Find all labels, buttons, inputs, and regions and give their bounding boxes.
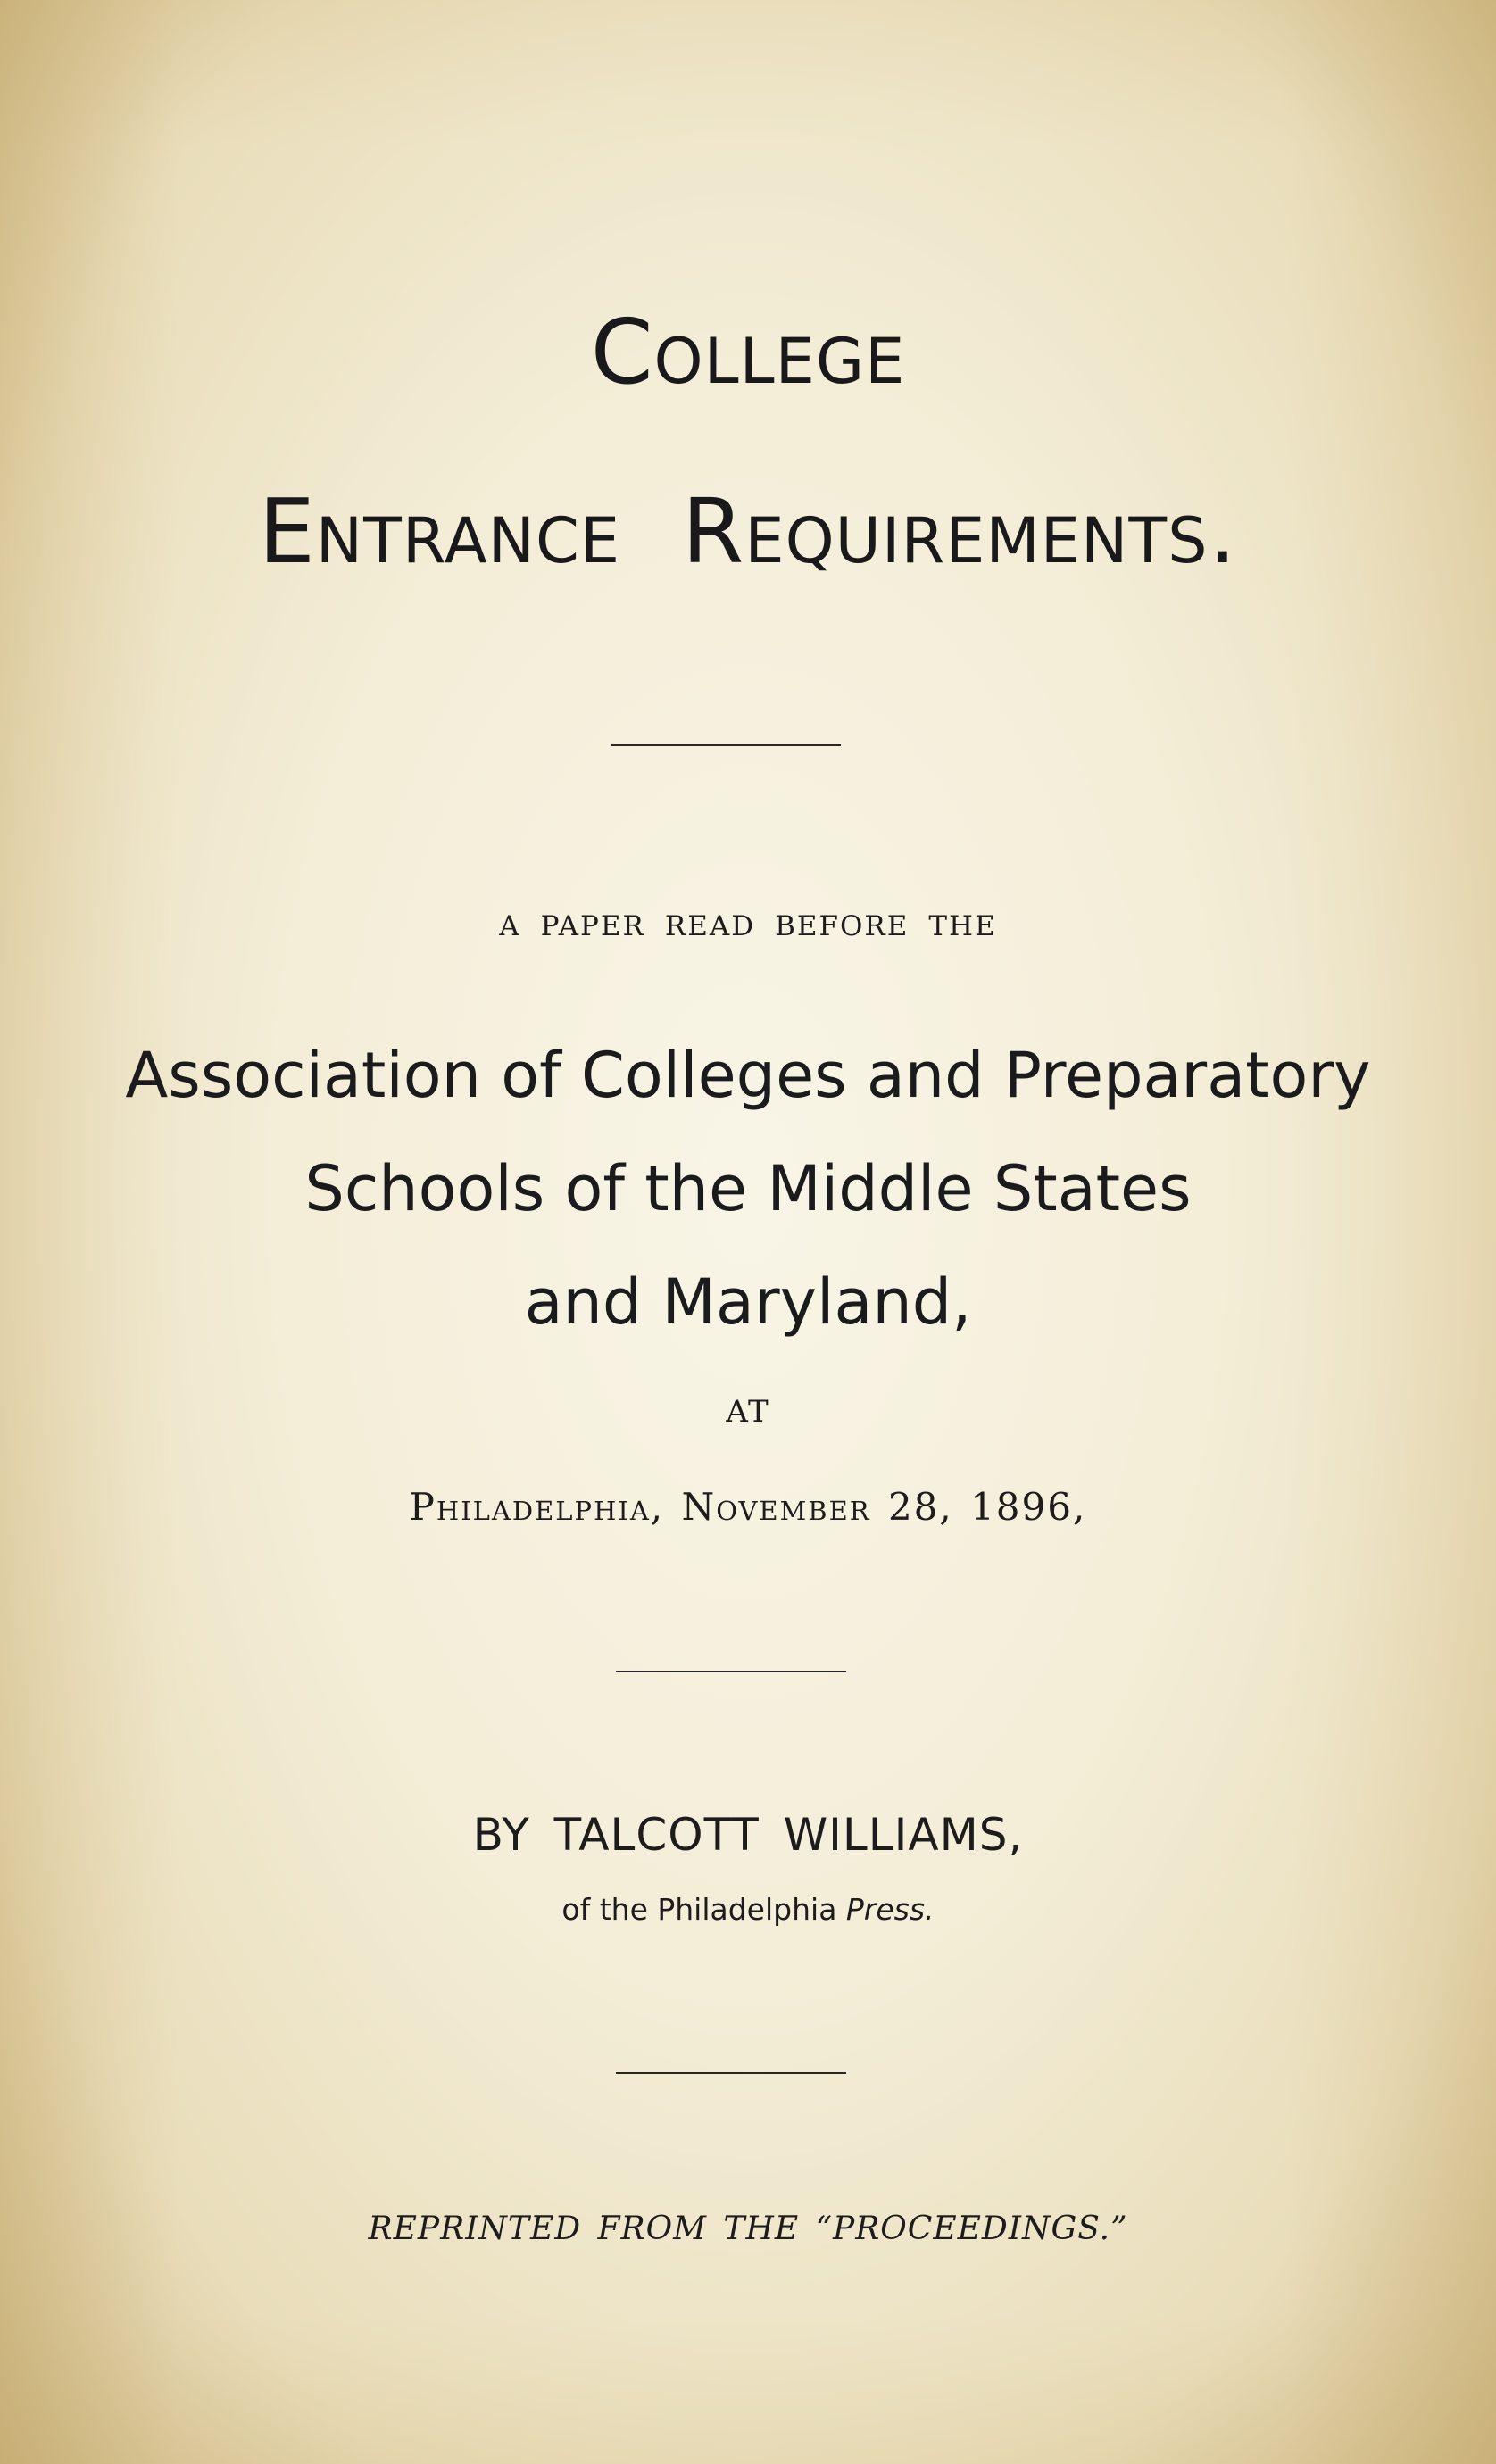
at-line: AT: [726, 1394, 770, 1430]
affiliation-publication: Press.: [845, 1892, 935, 1927]
divider-rule-middle: [616, 1671, 846, 1672]
reprint-note: REPRINTED FROM THE “PROCEEDINGS.”: [368, 2211, 1128, 2247]
association-line-3: and Maryland,: [524, 1265, 972, 1339]
divider-rule-bottom: [616, 2072, 846, 2074]
place-date-line: Philadelphia, November 28, 1896,: [409, 1485, 1087, 1529]
author-byline: BY TALCOTT WILLIAMS,: [472, 1809, 1024, 1861]
divider-rule-top: [611, 744, 841, 746]
title-line-1: College: [590, 300, 906, 404]
title-line-2: Entrance Requirements.: [258, 479, 1238, 584]
association-line-1: Association of Colleges and Preparatory: [125, 1039, 1371, 1112]
intro-line: a paper read before the: [499, 900, 997, 945]
author-affiliation: [0, 1890, 1496, 1929]
affiliation-prefix: of the Philadelphia: [561, 1892, 846, 1927]
association-line-2: Schools of the Middle States: [304, 1152, 1192, 1225]
